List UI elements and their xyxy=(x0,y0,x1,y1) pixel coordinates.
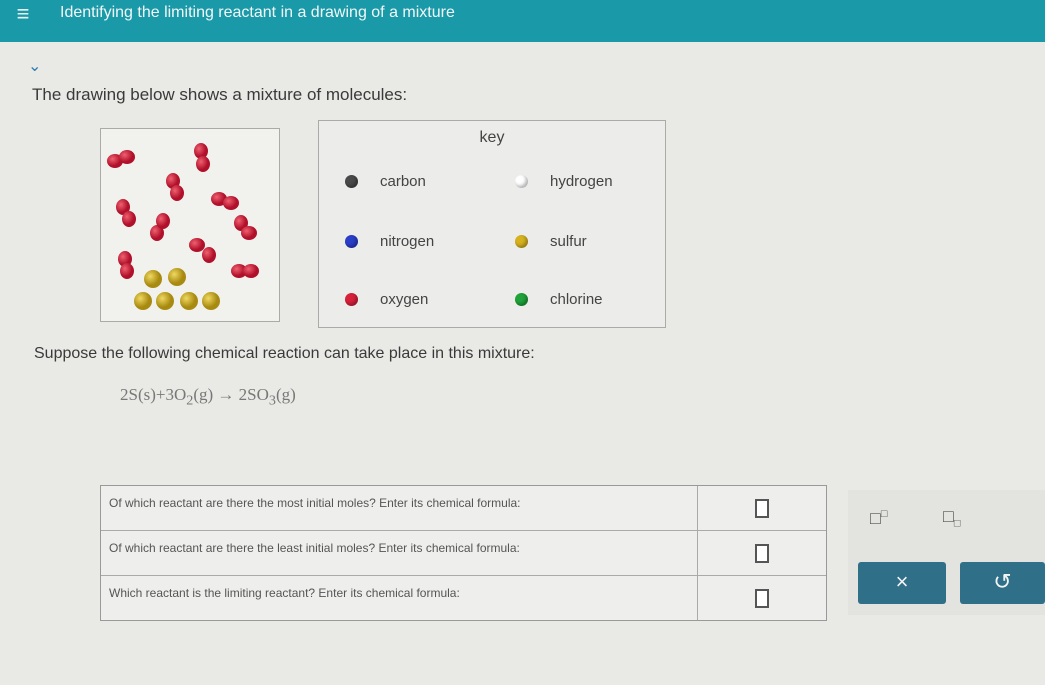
oxygen-atom-icon xyxy=(345,293,358,306)
chemical-equation: $2S(s)+3O_2(g) \to 2SO_3(g)$ xyxy=(120,385,296,409)
carbon-atom-icon xyxy=(345,175,358,188)
undo-button[interactable]: ↺ xyxy=(960,562,1045,604)
oxygen-molecule xyxy=(234,215,257,240)
sulfur-atom xyxy=(156,292,174,310)
question-table xyxy=(100,485,827,621)
table-row xyxy=(101,486,826,530)
answer-cell xyxy=(697,531,826,575)
key-item-nitrogen xyxy=(345,233,434,250)
intro-text: The drawing below shows a mixture of molecules: xyxy=(32,85,408,104)
sulfur-atom xyxy=(202,292,220,310)
table-row xyxy=(101,575,826,620)
table-row xyxy=(101,530,826,575)
chevron-down-icon[interactable]: ⌄ xyxy=(28,58,42,75)
key-label: chlorine xyxy=(550,291,603,308)
key-item-hydrogen xyxy=(515,173,613,190)
key-label: nitrogen xyxy=(380,233,435,250)
sulfur-atom xyxy=(168,268,186,286)
reaction-prompt: Suppose the following chemical reaction can take place in this mixture: xyxy=(34,345,535,362)
key-title: key xyxy=(479,129,505,146)
answer-toolbar xyxy=(848,490,1045,615)
oxygen-molecule xyxy=(166,173,184,201)
oxygen-molecule xyxy=(107,150,135,168)
sulfur-atom xyxy=(134,292,152,310)
answer-input[interactable] xyxy=(755,589,769,608)
oxygen-molecule xyxy=(150,213,170,241)
chlorine-atom-icon xyxy=(515,293,528,306)
subscript-icon[interactable]: $□_□$ xyxy=(943,506,961,530)
key-label: sulfur xyxy=(550,233,587,250)
oxygen-molecule xyxy=(194,143,210,172)
question-text: Of which reactant are there the most initial moles? Enter its chemical formula: xyxy=(109,496,521,510)
key-item-chlorine xyxy=(515,291,603,308)
answer-input[interactable] xyxy=(755,544,769,563)
question-text: Of which reactant are there the least initial moles? Enter its chemical formula: xyxy=(109,541,520,555)
key-item-sulfur xyxy=(515,233,587,250)
key-label: carbon xyxy=(380,173,426,190)
nitrogen-atom-icon xyxy=(345,235,358,248)
key-legend xyxy=(318,120,666,328)
key-item-oxygen xyxy=(345,291,428,308)
oxygen-molecule xyxy=(118,251,134,279)
sulfur-atom-icon xyxy=(515,235,528,248)
molecule-drawing xyxy=(100,128,280,322)
sulfur-atom xyxy=(180,292,198,310)
header-bar xyxy=(0,0,1045,42)
key-label: oxygen xyxy=(380,291,429,308)
answer-input[interactable] xyxy=(755,499,769,518)
key-item-carbon xyxy=(345,173,426,190)
oxygen-molecule xyxy=(231,264,259,278)
question-text: Which reactant is the limiting reactant? Enter its chemical formula: xyxy=(109,586,460,600)
oxygen-molecule xyxy=(189,238,216,263)
superscript-icon[interactable]: □□ xyxy=(870,508,888,528)
oxygen-molecule xyxy=(116,199,136,227)
answer-cell xyxy=(697,486,826,530)
page-title: Identifying the limiting reactant in a drawing of a mixture xyxy=(60,4,455,21)
hamburger-menu-icon[interactable]: ≡ xyxy=(16,1,30,26)
key-label: hydrogen xyxy=(550,173,613,190)
hydrogen-atom-icon xyxy=(515,175,528,188)
sulfur-atom xyxy=(144,270,162,288)
clear-button[interactable]: × xyxy=(858,562,946,604)
answer-cell xyxy=(697,576,826,620)
oxygen-molecule xyxy=(211,192,239,210)
